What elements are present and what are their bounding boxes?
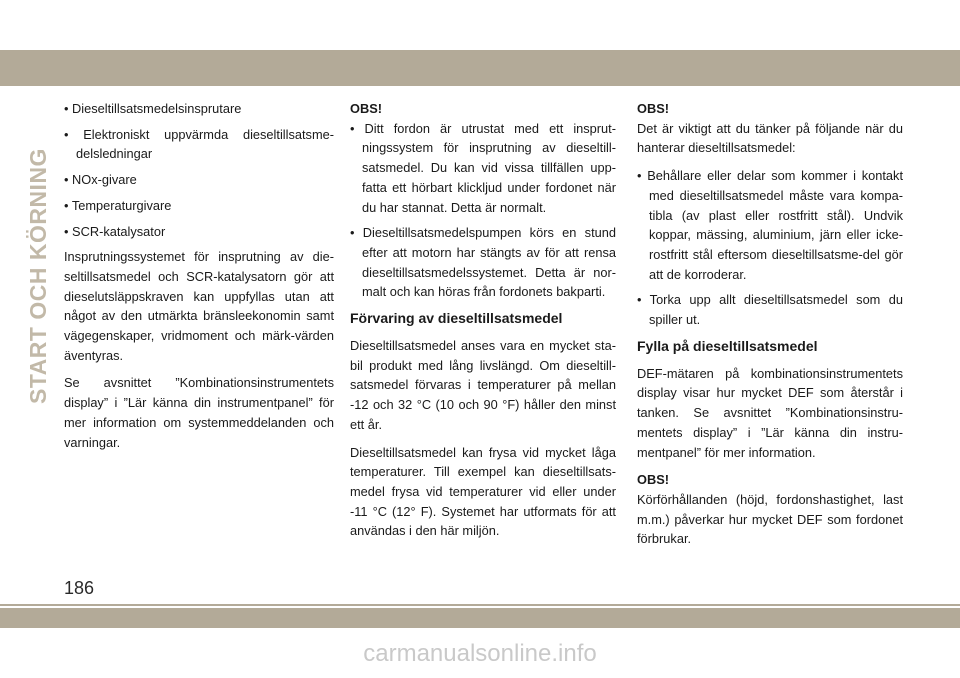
section-heading: Fylla på dieseltillsatsmedel (637, 337, 818, 354)
footer-band (0, 608, 960, 628)
list-item: • SCR-katalysator (64, 222, 334, 242)
list-item: • Behållare eller delar som kommer i kontakt med dieseltillsatsmedel måste vara kompa-tibla (av plast eller rostfritt stål). Undvik koppar, mässing, aluminium, järn eller icke-rostfritt stål eftersom dieseltillsatsme-del gör att de korroderar. (637, 166, 903, 284)
section-heading: Förvaring av dieseltillsatsmedel (350, 310, 563, 327)
list-item: • Elektroniskt uppvärmda dieseltillsatsme-delsledningar (64, 125, 334, 164)
header-band (0, 50, 960, 86)
note-label: OBS! (637, 472, 669, 488)
note-text: Det är viktigt att du tänker på följande när du hanterar dieseltillsatsmedel: (637, 120, 903, 156)
list-item: • Dieseltillsatsmedelsinsprutare (64, 99, 334, 119)
footer-rule (0, 604, 960, 606)
list-item: • NOx-givare (64, 170, 334, 190)
list-item: • Temperaturgivare (64, 196, 334, 216)
list-item: • Torka upp allt dieseltillsatsmedel som du spiller ut. (637, 290, 903, 329)
section-side-title: START OCH KÖRNING (25, 148, 51, 404)
column-2 (350, 99, 616, 549)
list-item: • Ditt fordon är utrustat med ett insprut-ningssystem för insprutning av dieseltill-satsmedel. Du kan vid vissa tillfällen upp-fatta ett hörbart klickljud under fordonet när du har stannat. Detta är normalt. (350, 119, 616, 218)
note-label: OBS! (637, 101, 669, 116)
list-item: • Dieseltillsatsmedelspumpen körs en stund efter att motorn har stängts av för att rensa dieseltillsatsmedelssystemet. Detta är nor-malt och kan höras från fordonets bakparti. (350, 223, 616, 302)
paragraph: Se avsnittet ”Kombinationsinstrumentets display” i ”Lär känna din instrumentpanel” för mer information om systemmeddelanden och varningar. (64, 375, 334, 450)
column-3 (637, 99, 903, 557)
paragraph: Dieseltillsatsmedel kan frysa vid mycket låga temperaturer. Till exempel kan dieseltillsats-medel frysa vid temperaturer vid eller under -11 °C (12° F). Systemet har utformats för att användas i den här miljön. (350, 444, 616, 539)
paragraph: Dieseltillsatsmedel anses vara en mycket sta-bil produkt med lång livslängd. Om dieseltill-satsmedel förvaras i temperaturer på mellan -12 och 32 °C (10 och 90 °F) håller den minst ett år. (350, 338, 616, 432)
watermark: carmanualsonline.info (363, 640, 597, 667)
paragraph: Insprutningssystemet för insprutning av die-seltillsatsmedel och SCR-katalysatorn gör att dieselutsläppskraven kan uppfyllas utan att något av den utmärkta bränsleekonomin samt vägegenskaper, vridmoment och märk-värden äventyras. (64, 249, 334, 363)
page-number: 186 (64, 578, 95, 598)
column-1 (64, 99, 334, 460)
paragraph: DEF-mätaren på kombinationsinstrumentets display visar hur mycket DEF som återstår i tanken. Se avsnittet ”Kombinationsinstru-mentets display” i ”Lär känna din instru-mentpanel” för mer information. (637, 365, 903, 460)
note-label: OBS! (350, 101, 382, 116)
note-text: Körförhållanden (höjd, fordonshastighet, last m.m.) påverkar hur mycket DEF som fordonet förbrukar. (637, 491, 903, 547)
